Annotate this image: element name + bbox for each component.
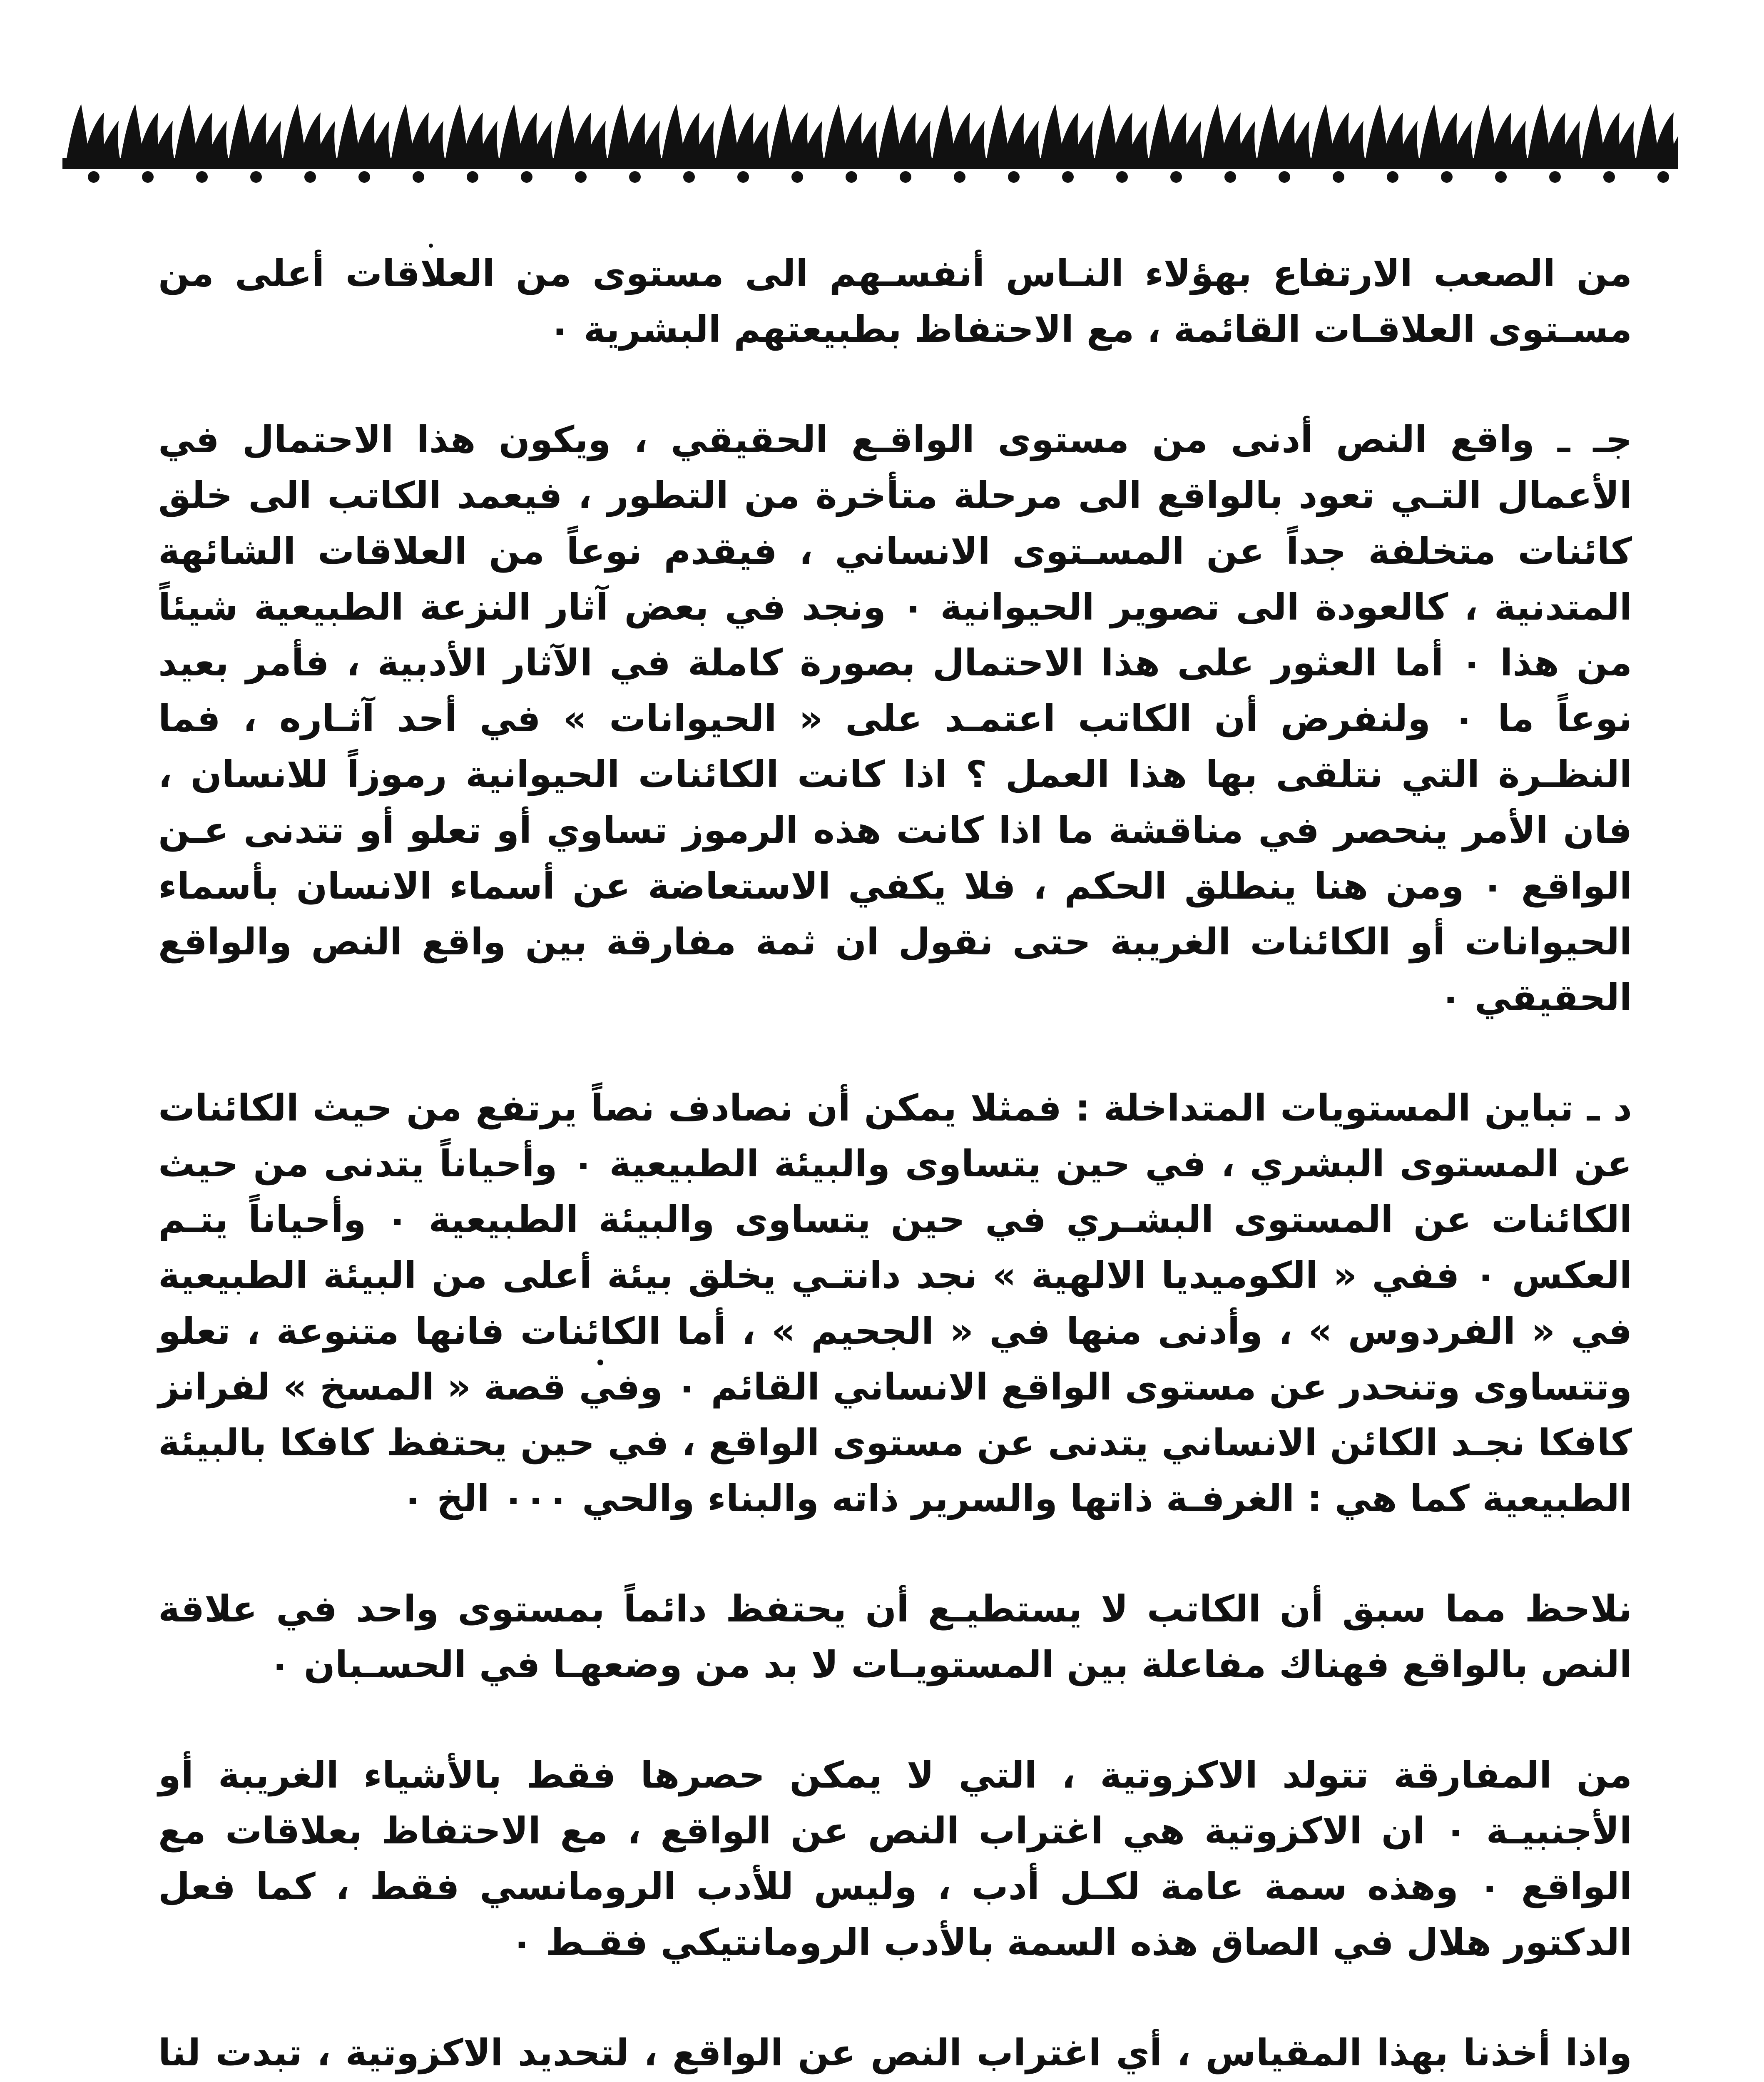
- page-body: [158, 246, 1632, 2082]
- ornament-leaf-icon: [662, 104, 715, 158]
- ornament-dot-icon: [413, 171, 424, 183]
- ornament-leaf-icon: [1636, 104, 1678, 158]
- ornament-leaf-icon: [121, 104, 174, 158]
- ornament-leaf-icon: [1257, 104, 1311, 158]
- paragraph-poe: واذا أخذنا بهذا المقياس ، أي اغتراب النص عن الواقع ، لتحديد الاكزوتية ، تبدت لنا: [158, 2031, 1632, 2074]
- ornament-dot-icon: [1657, 171, 1669, 183]
- ornament-dot-icon: [1603, 171, 1615, 183]
- ornament-dot-icon: [250, 171, 262, 183]
- paragraph-dal: د ـ تباين المستويات المتداخلة : فمثلا يمكن أن نصادف نصاً يرتفع من حيث الكائنات عن المستوى البشري ، في حين يتساوى والبيئة الطبيعية ٠ وأحياناً يتدنى من حيث الكائنات عن المستوى البشـري في حين يتساوى والبيئة الطبيعية ٠ وأحياناً يتـم العكس ٠ ففي « الكوميديا الالهية » نجد دانتـي يخلق بيئة أعلى من البيئة الطبيعية في « الفردوس » ، وأدنى منها في « الجحيم » ، أما الكائنات فانها متنوعة ، تعلو وتتساوى وتنحدر عن مستوى الواقع الانساني القائم ٠ وفي قصة « المسخ » لفرانز كافكا نجـد الكائن الانساني يتدنى عن مستوى الواقع ، في حين يحتفظ كافكا بالبيئة الطبيعية كما هي : الغرفـة ذاتها والسرير ذاته والبناء والحي ٠٠٠ الخ ٠: [158, 1086, 1632, 1520]
- ornament-leaf-icon: [1528, 104, 1581, 158]
- ornament-leaf-icon: [1149, 104, 1202, 158]
- ornament-leaf-icon: [1582, 104, 1635, 158]
- ornament-dot-icon: [954, 171, 965, 183]
- ornament-dot-icon: [521, 171, 532, 183]
- ornament-leaf-icon: [391, 104, 445, 158]
- stray-dot-mark: [597, 1360, 603, 1365]
- ornament-leaf-icon: [500, 104, 553, 158]
- ornament-dot-icon: [304, 171, 316, 183]
- ornament-dot-icon: [737, 171, 749, 183]
- ornament-dot-icon: [1495, 171, 1507, 183]
- paragraph-observation: نلاحظ مما سبق أن الكاتب لا يستطيـع أن يحتفظ دائماً بمستوى واحد في علاقة النص بالواقع فهناك مفاعلة بين المستويـات لا بد من وضعهـا في الحسـبان ٠: [158, 1587, 1632, 1686]
- ornament-leaf-icon: [229, 104, 282, 158]
- ornament-dot-icon: [900, 171, 911, 183]
- ornament-dot-icon: [196, 171, 208, 183]
- ornament-leaf-icon: [67, 104, 120, 158]
- ornament-leaf-icon: [337, 104, 391, 158]
- ornament-dot-icon: [1224, 171, 1236, 183]
- ornament-leaf-icon: [445, 104, 499, 158]
- ornament-dot-icon: [629, 171, 641, 183]
- ornament-leaf-icon: [987, 104, 1040, 158]
- decorative-border-ornament: [62, 96, 1678, 192]
- ornament-dot-icon: [683, 171, 695, 183]
- ornament-leaf-icon: [770, 104, 824, 158]
- ornament-leaf-icon: [554, 104, 607, 158]
- ornament-leaf-icon: [1366, 104, 1419, 158]
- ornament-leaf-icon: [283, 104, 336, 158]
- ornament-dot-icon: [1062, 171, 1074, 183]
- ornament-dot-icon: [1387, 171, 1398, 183]
- paragraph-exoticism: من المفارقة تتولد الاكزوتية ، التي لا يمكن حصرها فقط بالأشياء الغريبة أو الأجنبيـة ٠ ان الاكزوتية هي اغتراب النص عن الواقع ، مع الاحتفاظ بعلاقات مع الواقع ٠ وهذه سمة عامة لكـل أدب ، وليس للأدب الرومانسي فقط ، كما فعل الدكتور هلال في الصاق هذه السمة بالأدب الرومانتيكي فقـط ٠: [158, 1753, 1632, 1964]
- ornament-dot-icon: [1116, 171, 1128, 183]
- ornament-leaf-icon: [1474, 104, 1527, 158]
- ornament-dot-icon: [1008, 171, 1020, 183]
- ornament-leaf-icon: [175, 104, 228, 158]
- ornament-dot-icon: [1441, 171, 1453, 183]
- paragraph-1: من الصعب الارتفاع بهؤلاء النـاس أنفسـهم الى مستوى من العلاقات أعلى من مسـتوى العلاقـات القائمة ، مع الاحتفاظ بطبيعتهم البشرية ٠: [158, 252, 1632, 351]
- ornament-dot-icon: [846, 171, 857, 183]
- stray-dot-mark: [429, 244, 433, 248]
- ornament-dot-icon: [1170, 171, 1182, 183]
- ornament-leaf-icon: [1041, 104, 1094, 158]
- ornament-leaf-icon: [824, 104, 878, 158]
- ornament-leaf-icon: [878, 104, 932, 158]
- ornament-leaf-icon: [1311, 104, 1365, 158]
- ornament-leaf-icon: [716, 104, 769, 158]
- ornament-dot-icon: [1279, 171, 1290, 183]
- ornament-dot-icon: [1333, 171, 1344, 183]
- ornament-dot-icon: [1549, 171, 1561, 183]
- paragraph-jim: جـ ـ واقع النص أدنى من مستوى الواقـع الحقيقي ، ويكون هذا الاحتمال في الأعمال التـي تعود بالواقع الى مرحلة متأخرة من التطور ، فيعمد الكاتب الى خلق كائنات متخلفة جداً عن المسـتوى الانساني ، فيقدم نوعاً من العلاقات الشائهة المتدنية ، كالعودة الى تصوير الحيوانية ٠ ونجد في بعض آثار النزعة الطبيعية شيئاً من هذا ٠ أما العثور على هذا الاحتمال بصورة كاملة في الآثار الأدبية ، فأمر بعيد نوعاً ما ٠ ولنفرض أن الكاتب اعتمـد على « الحيوانات » في أحد آثـاره ، فما النظـرة التي نتلقى بها هذا العمل ؟ اذا كانت الكائنات الحيوانية رموزاً للانسان ، فان الأمر ينحصر في مناقشة ما اذا كانت هذه الرموز تساوي أو تعلو أو تتدنى عـن الواقع ٠ ومن هنا ينطلق الحكم ، فلا يكفي الاستعاضة عن أسماء الانسان بأسماء الحيوانات أو الكائنات الغريبة حتى نقول ان ثمة مفارقة بين واقع النص والواقع الحقيقي ٠: [158, 418, 1632, 1019]
- ornament-dot-icon: [575, 171, 587, 183]
- ornament-dot-icon: [142, 171, 154, 183]
- ornament-dot-icon: [467, 171, 478, 183]
- ornament-dot-icon: [791, 171, 803, 183]
- ornament-dot-icon: [88, 171, 100, 183]
- ornament-leaf-icon: [1420, 104, 1473, 158]
- ornament-leaf-icon: [1095, 104, 1148, 158]
- ornament-leaf-icon: [608, 104, 661, 158]
- ornament-leaf-icon: [1203, 104, 1256, 158]
- ornament-leaf-icon: [933, 104, 986, 158]
- ornament-dot-icon: [358, 171, 370, 183]
